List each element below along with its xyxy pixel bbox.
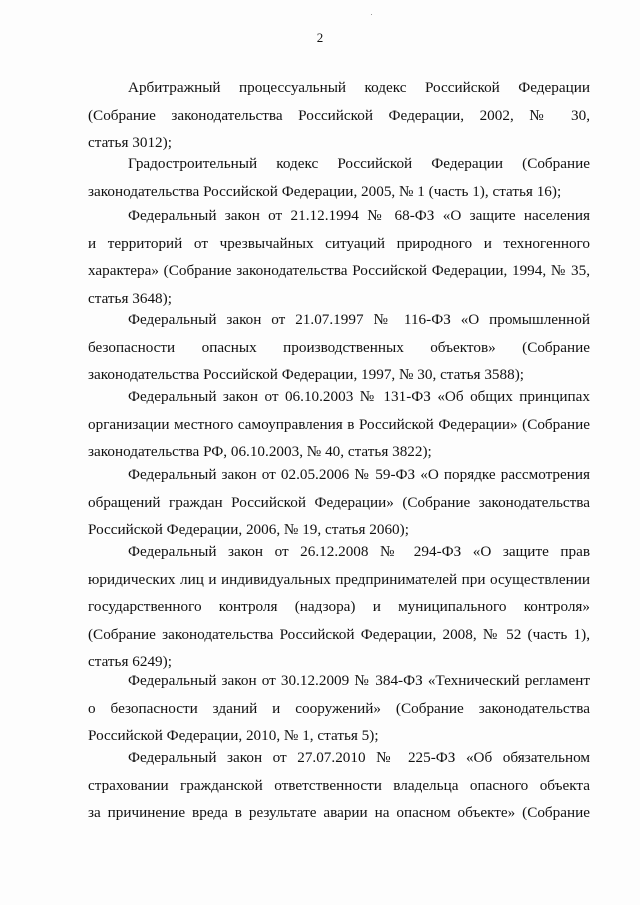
text-line: Российской Федерации, 2006, № 19, статья 2060);: [88, 521, 409, 538]
text-line: статья 3648);: [88, 289, 172, 307]
text-line: юридических лиц и индивидуальных предпринимателей при осуществлении: [88, 570, 590, 588]
text-line: Федеральный закон от 21.12.1994 № 68-ФЗ «О защите населения: [128, 207, 590, 224]
text-line: Федеральный закон от 02.05.2006 № 59-ФЗ «О порядке рассмотрения: [128, 466, 590, 483]
text-line: страховании гражданской ответственности владельца опасного объекта: [88, 776, 590, 794]
paragraph-law-59: [88, 461, 590, 544]
text-line: (Собрание законодательства Российской Федерации, 2008, № 52 (часть 1),: [88, 625, 590, 643]
text-line: Арбитражный процессуальный кодекс Российской Федерации: [128, 79, 590, 96]
text-line: организации местного самоуправления в Российской Федерации» (Собрание: [88, 415, 590, 433]
text-line: Градостроительный кодекс Российской Федерации (Собрание: [128, 155, 590, 172]
scan-speck: [371, 14, 372, 15]
text-line: за причинение вреда в результате аварии на опасном объекте» (Собрание: [88, 804, 590, 821]
paragraph-arbitration-code: [88, 74, 590, 157]
text-line: Федеральный закон от 21.07.1997 № 116-ФЗ «О промышленной: [128, 311, 590, 328]
paragraph-law-131: [88, 383, 590, 466]
text-line: законодательства РФ, 06.10.2003, № 40, статья 3822);: [88, 443, 432, 460]
paragraph-law-116: [88, 306, 590, 389]
paragraph-law-294: [88, 538, 590, 676]
paragraph-law-68: [88, 202, 590, 312]
text-line: характера» (Собрание законодательства Российской Федерации, 1994, № 35,: [88, 262, 590, 279]
text-line: Российской Федерации, 2010, № 1, статья 5);: [88, 727, 379, 744]
paragraph-law-384: [88, 667, 590, 750]
text-line: законодательства Российской Федерации, 2005, № 1 (часть 1), статья 16);: [88, 182, 562, 200]
text-line: статья 3012);: [88, 134, 172, 151]
text-line: статья 6249);: [88, 653, 172, 670]
text-line: и территорий от чрезвычайных ситуаций природного и техногенного: [88, 234, 590, 252]
text-line: Федеральный закон от 27.07.2010 № 225-ФЗ «Об обязательном: [128, 749, 590, 766]
paragraph-law-225: [88, 744, 590, 827]
text-line: безопасности опасных производственных объектов» (Собрание: [88, 338, 590, 356]
page-number: 2: [316, 30, 324, 45]
text-line: государственного контроля (надзора) и муниципального контроля»: [88, 598, 590, 615]
text-line: обращений граждан Российской Федерации» (Собрание законодательства: [88, 493, 590, 511]
text-line: Федеральный закон от 06.10.2003 № 131-ФЗ «Об общих принципах: [128, 388, 590, 405]
text-line: о безопасности зданий и сооружений» (Собрание законодательства: [88, 699, 590, 717]
text-line: Федеральный закон от 26.12.2008 № 294-ФЗ «О защите прав: [128, 543, 590, 560]
text-line: (Собрание законодательства Российской Федерации, 2002, № 30,: [88, 106, 590, 124]
text-line: законодательства Российской Федерации, 1997, № 30, статья 3588);: [88, 366, 524, 383]
paragraph-urban-planning-code: [88, 150, 590, 205]
text-line: Федеральный закон от 30.12.2009 № 384-ФЗ «Технический регламент: [128, 672, 590, 689]
